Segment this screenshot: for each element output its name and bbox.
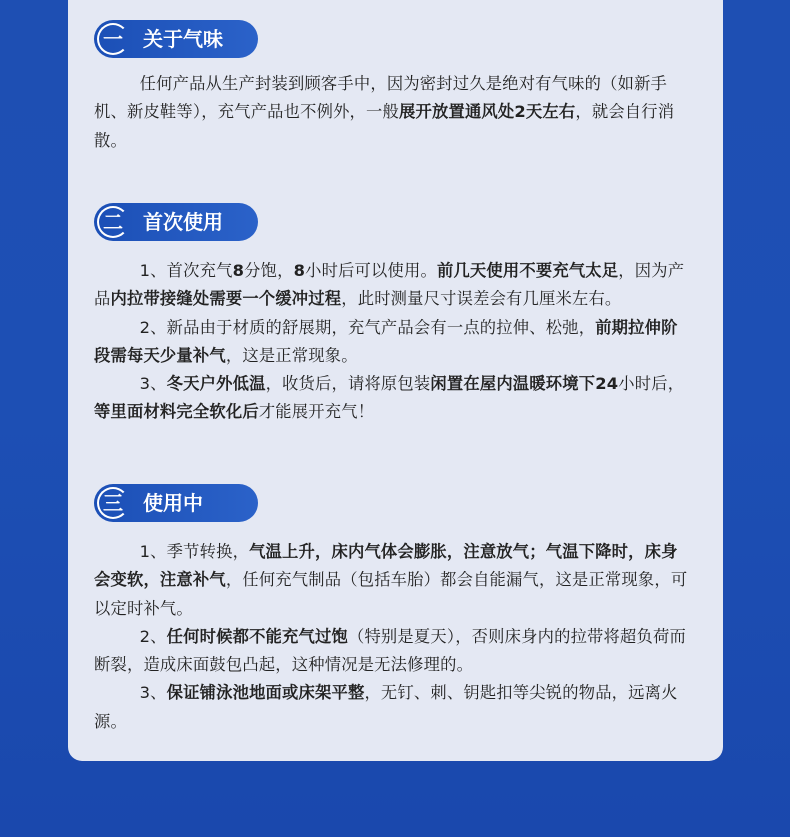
text-run: ，因为产品: [94, 261, 685, 309]
text-run: 分饱，: [244, 261, 294, 280]
bold-text: 内拉带接缝处需要一个缓冲过程: [110, 289, 342, 309]
section-number: 二: [97, 206, 129, 238]
text-run: 小时后，: [618, 374, 685, 394]
text-run: （特别是夏天），否则床身内的拉带将超负荷而断裂，造成床面鼓包凸起，这种情况是无法修理的。: [94, 626, 686, 675]
text-run: 3、: [139, 374, 167, 394]
section-body: [94, 257, 694, 427]
text-run: ，收货后，请将原包装: [265, 374, 431, 394]
paragraph: [94, 70, 694, 155]
text-run: 1、首次充气: [139, 261, 233, 280]
section-heading: [94, 203, 258, 241]
section-title: 关于气味: [143, 27, 223, 51]
bold-text: 前几天使用不要充气太足: [436, 261, 619, 280]
section-first-use: [94, 203, 694, 427]
section-body: [94, 70, 694, 155]
bold-text: 保证铺泳池地面或床架平整: [166, 683, 365, 703]
section-body: [94, 538, 694, 736]
bold-text: 任何时候都不能充气过饱: [166, 626, 348, 646]
text-run: 1、季节转换，: [139, 542, 250, 561]
text-run: ，这是正常现象。: [225, 345, 358, 365]
paragraph: [94, 314, 694, 371]
text-run: 才能展开充气！: [258, 402, 375, 422]
bold-text: 气温上升，床内气体会膨胀，注意放气；气温下降时，床身会变软，注意补气: [94, 542, 678, 590]
text-run: ，无钉、刺、钥匙扣等尖锐的物品，远离火源。: [94, 683, 678, 731]
section-heading: [94, 20, 258, 58]
text-run: 任何产品从生产封装到顾客手中，因为密封过久是绝对有气味的（如新手机、新皮鞋等），充气产品也不例外，一般: [94, 74, 668, 122]
text-run: ，就会自行消散。: [94, 102, 675, 150]
text-run: 小时后可以使用。: [305, 261, 437, 280]
bold-text: 展开放置通风处2天左右: [399, 102, 576, 122]
paragraph: [94, 623, 694, 680]
section-number: 三: [97, 487, 129, 519]
paragraph: [94, 679, 694, 736]
text-run: ，此时测量尺寸误差会有几厘米左右。: [341, 289, 622, 309]
section-title: 使用中: [143, 491, 203, 515]
section-in-use: [94, 484, 694, 736]
section-smell: [94, 20, 694, 155]
bold-text: 等里面材料完全软化后: [94, 402, 259, 422]
bold-text: 8: [232, 261, 245, 280]
bold-text: 闲置在屋内温暖环境下24: [430, 374, 619, 394]
section-title: 首次使用: [143, 210, 223, 234]
text-run: 2、: [139, 626, 167, 646]
paragraph: [94, 538, 694, 623]
section-heading: [94, 484, 258, 522]
bold-text: 冬天户外低温: [166, 374, 266, 394]
bold-text: 前期拉伸阶段需每天少量补气: [94, 317, 678, 365]
text-run: ，任何充气制品（包括车胎）都会自能漏气，这是正常现象，可以定时补气。: [94, 570, 688, 618]
text-run: 3、: [139, 683, 167, 703]
text-run: 2、新品由于材质的舒展期，充气产品会有一点的拉伸、松弛，: [139, 317, 596, 337]
paragraph: [94, 257, 694, 314]
section-number: 一: [97, 23, 129, 55]
paragraph: [94, 370, 694, 427]
bold-text: 8: [293, 261, 306, 280]
